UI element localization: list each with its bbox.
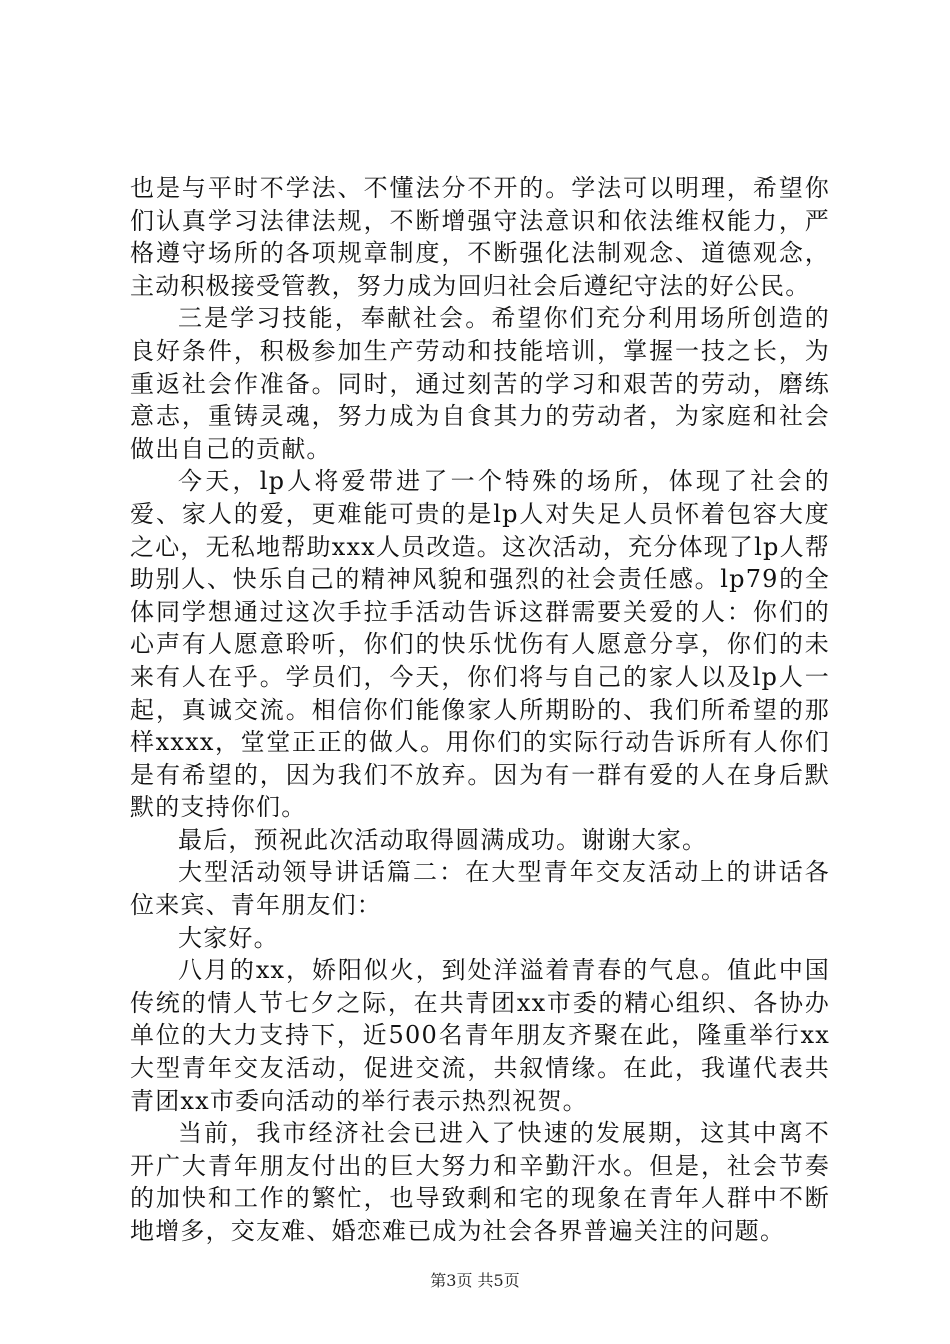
- paragraph-closing: 最后，预祝此次活动取得圆满成功。谢谢大家。: [178, 825, 708, 854]
- paragraph-greeting: 大家好。: [178, 923, 279, 952]
- paragraph-august: 八月的xx，娇阳似火，到处洋溢着青春的气息。值此中国传统的情人节七夕之际，在共青团xx市委的精心组织、各协办单位的大力支持下，近500名青年朋友齐聚在此，隆重举行xx大型青年交友活动，促进交流，共叙情缘。在此，我谨代表共青团xx市委向活动的举行表示热烈祝贺。: [130, 956, 830, 1115]
- page-number-footer: 第3页 共5页: [430, 1271, 520, 1290]
- paragraph-today: 今天，lp人将爱带进了一个特殊的场所，体现了社会的爱、家人的爱，更难能可贵的是lp人对失足人员怀着包容大度之心，无私地帮助xxx人员改造。这次活动，充分体现了lp人帮助别人、快乐自己的精神风貌和强烈的社会责任感。lp79的全体同学想通过这次手拉手活动告诉这群需要关爱的人：你们的心声有人愿意聆听，你们的快乐忧伤有人愿意分享，你们的未来有人在乎。学员们，今天，你们将与自己的家人以及lp人一起，真诚交流。相信你们能像家人所期盼的、我们所希望的那样xxxx，堂堂正正的做人。用你们的实际行动告诉所有人你们是有希望的，因为我们不放弃。因为有一群有爱的人在身后默默的支持你们。: [130, 467, 830, 822]
- paragraph-current: 当前，我市经济社会已进入了快速的发展期，这其中离不开广大青年朋友付出的巨大努力和辛勤汗水。但是，社会节奏的加快和工作的繁忙，也导致剩和宅的现象在青年人群中不断地增多，交友难、婚恋难已成为社会各界普遍关注的问题。: [130, 1119, 830, 1245]
- paragraph-speech-two-title: 大型活动领导讲话篇二：在大型青年交友活动上的讲话各位来宾、青年朋友们：: [130, 858, 830, 920]
- document-body: [130, 172, 830, 1248]
- paragraph-skills: 三是学习技能，奉献社会。希望你们充分利用场所创造的良好条件，积极参加生产劳动和技能培训，掌握一技之长，为重返社会作准备。同时，通过刻苦的学习和艰苦的劳动，磨练意志，重铸灵魂，努力成为自食其力的劳动者，为家庭和社会做出自己的贡献。: [130, 304, 830, 463]
- paragraph-continuation: 也是与平时不学法、不懂法分不开的。学法可以明理，希望你们认真学习法律法规，不断增强守法意识和依法维权能力，严格遵守场所的各项规章制度，不断强化法制观念、道德观念，主动积极接受管教，努力成为回归社会后遵纪守法的好公民。: [130, 174, 830, 300]
